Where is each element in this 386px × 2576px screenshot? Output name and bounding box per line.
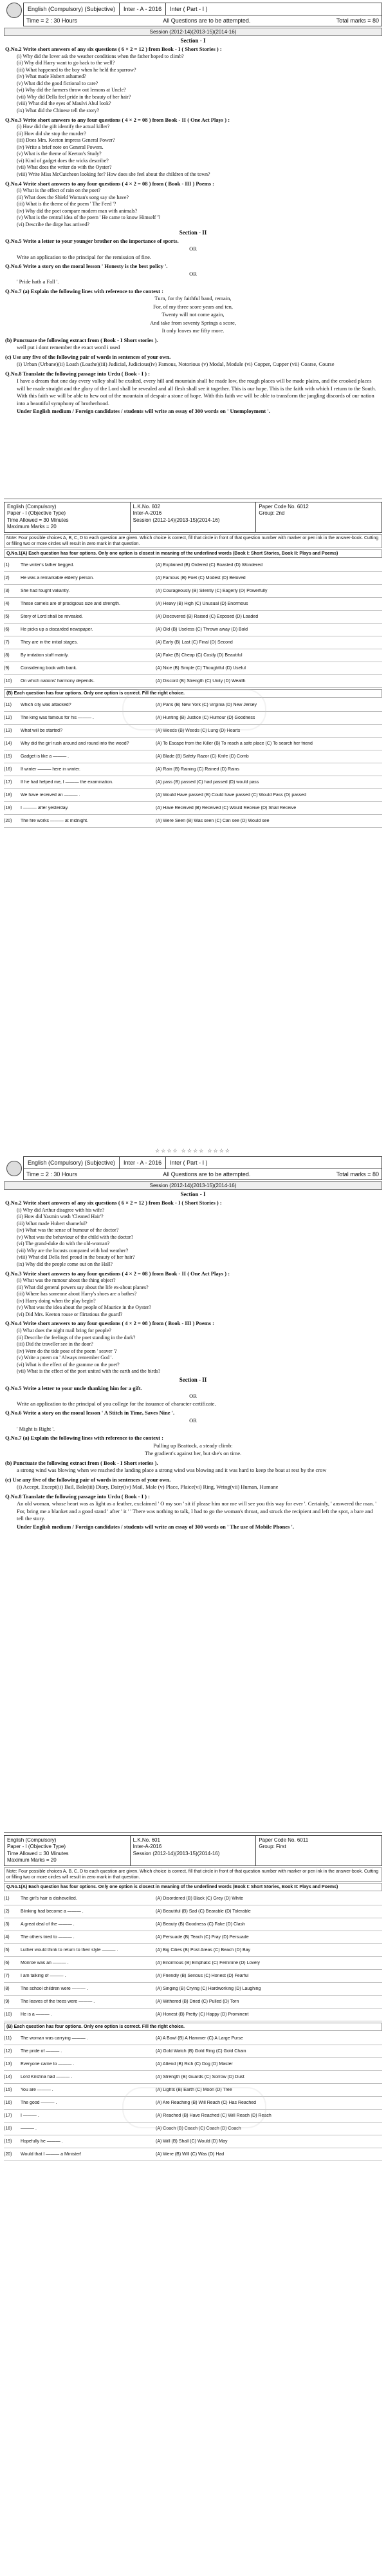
mcq-question: The pride of ——— . <box>21 2048 62 2054</box>
mcq-row <box>4 815 382 828</box>
mcq-options: (A) Singing (B) Crying (C) Hardworking (D) Laughing <box>156 1986 261 1991</box>
mcq-number: (9) <box>4 1999 10 2004</box>
mcq-options: (A) Rain (B) Raining (C) Rained (D) Rains <box>156 767 239 772</box>
question-item: (iii) What happened to the boy when he held the sparrow? <box>17 66 136 73</box>
mcq-number: (2) <box>4 575 10 580</box>
question-item: (iv) What was the sense of humour of the doctor? <box>17 1227 119 1234</box>
mcq-row <box>4 1944 382 1957</box>
mcq-question: A great deal of the ——— . <box>21 1922 75 1927</box>
mcq-options: (A) Attend (B) Rich (C) Dog (D) Master <box>156 2061 233 2066</box>
question-2-heading: Q.No.2 Write short answers of any six questions ( 6 × 2 = 12 ) from Book - I ( Short Stories ) : <box>5 1199 222 1206</box>
mcq-options: (A) Lights (B) Earth (C) Moon (D) Tree <box>156 2087 232 2092</box>
question-item: (iii) What made Hubert shameful? <box>17 1220 87 1226</box>
question-6-alt: ' Might is Right '. <box>17 1425 55 1432</box>
question-8-text: I have a dream that one day every valley shall be exalted, every hill and mountain shall be made low, the rough places will be made plains, and the crooked places will be made straight and the glory of the Lord shall be revealed and all flesh shall see it together. This is our hope. This is the faith with which I return to the South. With this faith we will be able to hew out of the mountain of despair a stone of hope. With this faith we will be able to transform the jangling discords of our nation into a beautiful symphony of brotherhood. <box>17 377 376 406</box>
subjective-paper-top <box>0 0 386 490</box>
mcq-number: (20) <box>4 2151 12 2157</box>
mcq-question: On which nations' harmony depends. <box>21 678 95 683</box>
question-7b: (b) Punctuate the following extract from ( Book - I Short stories ). <box>5 336 158 343</box>
mcq-row <box>4 1996 382 2008</box>
mcq-number: (1) <box>4 562 10 568</box>
mcq-options: (A) Courageously (B) Silently (C) Eagerly (D) Powerfully <box>156 588 268 593</box>
mcq-q1-heading: Q.No.1(A) Each question has four options. Only one option is closest in meaning of the underlined words (Book I: Short Stories, Book II: Plays and Poems) <box>4 1883 382 1891</box>
mcq-options: (A) Old (B) Useless (C) Thrown away (D) Bold <box>156 627 248 632</box>
mcq-question: The leaves of the trees were ——— . <box>21 1999 95 2004</box>
mcq-number: (16) <box>4 767 12 772</box>
question-6-alt: ' Pride hath a Fall '. <box>17 278 59 285</box>
mcq-question: The good ——— . <box>21 2100 57 2105</box>
mcq-row <box>4 649 382 662</box>
mcq-number: (19) <box>4 2139 12 2144</box>
objective-paper-2 <box>0 1829 386 2570</box>
or-label: OR <box>189 1417 197 1424</box>
mcq-q1b-heading: (B) Each question has four options. Only one option is correct. Fill the right choice. <box>4 2023 382 2031</box>
mcq-number: (3) <box>4 588 10 593</box>
mcq-paper-code: Paper Code No. 6012 <box>259 504 309 510</box>
question-item: (iii) Does Mrs. Keeton impress General Power? <box>17 137 115 144</box>
mcq-options: (A) Big Cities (B) Post Areas (C) Beach (D) Bay <box>156 1947 251 1952</box>
mcq-row <box>4 2071 382 2084</box>
question-item: (iii) What is the theme of the poem ' The Feed '? <box>17 201 116 207</box>
mcq-options: (A) Honest (B) Pretty (C) Happy (D) Prominent <box>156 2012 249 2017</box>
question-item: (vi) What is the effect of the gramme on the poet? <box>17 1361 120 1368</box>
mcq-group: Group: First <box>259 1844 286 1850</box>
section-title: Section - I <box>180 1191 206 1197</box>
question-8: Q.No.8 Translate the following passage into Urdu ( Book - I ) : <box>5 370 150 377</box>
mcq-number: (4) <box>4 601 10 606</box>
mcq-question: What will be started? <box>21 728 62 733</box>
paper-subheader <box>23 1169 382 1180</box>
question-7c: (c) Use any five of the following pair of words in sentences of your own. <box>5 353 171 360</box>
question-item: (v) What is the theme of Keeton's Study? <box>17 151 102 157</box>
paper-title: English (Compulsory) (Subjective) <box>24 3 120 15</box>
mcq-number: (19) <box>4 805 12 810</box>
mcq-options: (A) Discord (B) Strength (C) Unity (D) Wealth <box>156 678 246 683</box>
question-item: (vi) Kind of gadget does the wicks describe? <box>17 157 109 164</box>
paper-part: Inter ( Part - I ) <box>170 1159 208 1166</box>
mcq-row <box>4 2008 382 2021</box>
paper-part: Inter ( Part - I ) <box>170 6 208 12</box>
mcq-question: If winter ——— here in winter. <box>21 767 80 772</box>
mcq-options: (A) Famous (B) Poet (C) Modest (D) Beloved <box>156 575 246 580</box>
mcq-marks: Maximum Marks = 20 <box>7 524 57 530</box>
mcq-number: (5) <box>4 1947 10 1952</box>
mcq-row <box>4 2032 382 2045</box>
paper-exam: Inter - A - 2016 <box>120 3 166 15</box>
paper-time: Time = 2 : 30 Hours <box>26 1171 77 1178</box>
mcq-number: (1) <box>4 1896 10 1901</box>
question-item: (i) What was the rumour about the thing object? <box>17 1277 116 1284</box>
question-item: (ii) Why did Harry want to go back to the well? <box>17 60 115 66</box>
mcq-question: The writer's father begged. <box>21 562 75 568</box>
question-item: (ii) What does the Shield Woman's song say she have? <box>17 194 129 200</box>
section-title: Section - I <box>180 37 206 44</box>
mcq-session: Session (2012-14)(2013-15)(2014-16) <box>133 1850 220 1856</box>
mcq-marks: Maximum Marks = 20 <box>7 1857 57 1864</box>
mcq-row <box>4 2045 382 2058</box>
question-7c-words: (i) Urban (Urbane)(ii) Loath (Loathe)(iii) Judicial, Judicious(iv) Famous, Notorious (v) Modal, Module (vi) Copper, Cupper (vii) Coarse, Course <box>17 361 335 368</box>
question-item: (iii) Where has someone about Harry's shoes are a bathes? <box>17 1291 137 1297</box>
mcq-question: Why did the girl rush around and round into the wood? <box>21 741 129 746</box>
paper-title: English (Compulsory) (Subjective) <box>24 1157 120 1169</box>
mcq-row <box>4 636 382 649</box>
question-item: (ix) Why did the people come out on the Hall? <box>17 1261 113 1267</box>
mcq-question: Blinking had become a ——— . <box>21 1909 84 1914</box>
mcq-options: (A) Beautiful (B) Sad (C) Bearable (D) Tolerable <box>156 1909 251 1914</box>
mcq-number: (7) <box>4 1973 10 1978</box>
question-item: (vi) The grand-duke do with the old-woman? <box>17 1241 110 1247</box>
mcq-options: (A) Early (B) Last (C) Final (D) Second <box>156 640 233 645</box>
mcq-number: (10) <box>4 678 12 683</box>
paper-attempt: All Questions are to be attempted. <box>163 17 251 24</box>
mcq-question: These camels are of prodigious size and strength. <box>21 601 120 606</box>
mcq-row <box>4 776 382 789</box>
mcq-question: ——— . <box>21 2126 37 2131</box>
mcq-exam: Inter-A-2016 <box>133 1844 162 1850</box>
mcq-row <box>4 1931 382 1944</box>
question-7c-words: (i) Accept, Except(ii) Bail, Bale(iii) Diary, Dairy(iv) Mail, Male (v) Place, Plaice(vi) Ring, Wring(vii) Human, Humane <box>17 1484 279 1491</box>
or-label: OR <box>189 245 197 253</box>
board-logo-icon <box>6 1161 22 1176</box>
mcq-title: English (Compulsory) <box>7 504 57 510</box>
paper-time: Time = 2 : 30 Hours <box>26 17 77 24</box>
mcq-row <box>4 738 382 750</box>
mcq-options: (A) pass (B) passed (C) had passed (D) would pass <box>156 779 259 785</box>
question-item: (v) What did the good fictional to care? <box>17 80 98 86</box>
mcq-question: She had fought valiantly. <box>21 588 70 593</box>
question-item: (vi) Did Mrs. Keeton rouse or flirtatious the guard? <box>17 1311 123 1317</box>
or-label: OR <box>189 1392 197 1399</box>
mcq-number: (12) <box>4 2048 12 2054</box>
mcq-row <box>4 1893 382 1905</box>
mcq-number: (6) <box>4 1960 10 1965</box>
mcq-options: (A) Would Have passed (B) Could have passed (C) Would Pass (D) passed <box>156 792 306 797</box>
mcq-paper-code: Paper Code No. 6011 <box>259 1837 309 1843</box>
question-item: (i) Why did Arthur disagree with his wife? <box>17 1207 105 1213</box>
mcq-row <box>4 1957 382 1970</box>
mcq-number: (7) <box>4 640 10 645</box>
question-item: (ii) How did she stop the murder? <box>17 130 86 137</box>
mcq-row <box>4 598 382 611</box>
mcq-question: I ——— . <box>21 2113 39 2118</box>
mcq-question: The others tried to ——— . <box>21 1934 75 1940</box>
mcq-row <box>4 802 382 815</box>
mcq-question: The woman was carrying ——— . <box>21 2036 88 2041</box>
question-item: (vi) Why did the farmers throw out lemons at Uncle? <box>17 87 126 93</box>
mcq-number: (18) <box>4 792 12 797</box>
question-8-essay: Under English medium / Foreign candidates / students will write an essay of 300 words on ' Unemployment '. <box>17 408 270 415</box>
poem-line: It only leaves me fifty more. <box>161 327 225 334</box>
mcq-number: (8) <box>4 653 10 658</box>
question-item: (i) Why did the lover ask the weather conditions when the father hoped to climb? <box>17 53 184 59</box>
question-7c: (c) Use any five of the following pair of words in sentences of your own. <box>5 1476 171 1483</box>
question-item: (v) What is the central idea of the poem ' He came to know Himself '? <box>17 215 161 221</box>
mcq-question: By imitation stuff mainly. <box>21 653 69 658</box>
question-item: (viii) What did Della feel proud in the beauty of her hair? <box>17 1254 135 1261</box>
question-item: (viii) Write Miss McCutcheon looking for? How does she feel about the children of the town? <box>17 171 210 177</box>
mcq-question: The fire works ——— at midnight. <box>21 818 89 823</box>
mcq-question: Would that I ——— a Minister! <box>21 2151 82 2157</box>
question-item: (vii) What does the writer do with the Oyster? <box>17 164 112 171</box>
mcq-time: Time Allowed = 30 Minutes <box>7 517 69 523</box>
question-7a: Q.No.7 (a) Explain the following lines with reference to the context : <box>5 287 163 294</box>
mcq-question: He was a remarkable elderly person. <box>21 575 94 580</box>
mcq-row <box>4 675 382 688</box>
mcq-question: He picks up a discarded newspaper. <box>21 627 93 632</box>
question-item: (v) What was the idea about the people of Maurice in the Oyster? <box>17 1304 152 1311</box>
question-8-text: An old woman, whose heart was as light as a feather, exclaimed ' O my son ' sit if please him nor me will see you this way for ever '. Certainly, ' answered the man. ' For, bring me a blanket and a good stand ' after ' it ' ' There was nothing to talk, I had to go the woman's throat, and struck the recipient and left the spot, a bare and tell the story. <box>17 1500 376 1522</box>
mcq-question: Everyone came to ——— . <box>21 2061 75 2066</box>
mcq-options: (A) Have Received (B) Received (C) Would Receive (D) Shall Receive <box>156 805 297 810</box>
poem-line: For, of my three score years and ten, <box>152 303 234 310</box>
poem-line: And take from seventy Springs a score, <box>150 319 236 326</box>
question-5-alt: Write an application to the principal of you college for the issuance of character certificate. <box>17 1400 216 1407</box>
mcq-number: (11) <box>4 702 12 707</box>
mcq-code: L.K.No. 602 <box>133 504 160 510</box>
mcq-row <box>4 1970 382 1983</box>
watermark <box>122 689 266 730</box>
question-4-heading: Q.No.4 Write short answers to any four questions ( 4 × 2 = 08 ) from ( Book - III ) Poems : <box>5 180 214 187</box>
mcq-number: (12) <box>4 715 12 720</box>
mcq-number: (9) <box>4 665 10 671</box>
mcq-question: Story of Lord shall be revealed. <box>21 614 83 619</box>
mcq-row <box>4 1905 382 1918</box>
mcq-note: Note: Four possible choices A, B, C, D to each question are given. Which choice is correct, fill that circle in front of that question number with marker or pen ink in the answer-book. Cutting or filling two or more circles will result in zero mark in that question. <box>4 1867 382 1882</box>
poem-line: Twenty will not come again, <box>161 311 225 318</box>
question-item: (vi) Describe the dirge has arrived? <box>17 221 89 227</box>
mcq-number: (17) <box>4 2113 12 2118</box>
mcq-options: (A) Disordered (B) Black (C) Grey (D) White <box>156 1896 244 1901</box>
question-5: Q.No.5 Write a letter to your uncle thanking him for a gift. <box>5 1384 142 1391</box>
question-item: (v) What was the behaviour of the child with the doctor? <box>17 1234 134 1240</box>
mcq-options: (A) Enormous (B) Emphatic (C) Feminine (D) Lovely <box>156 1960 260 1965</box>
mcq-q1-heading: Q.No.1(A) Each question has four options. Only one option is closest in meaning of the underlined words (Book I: Short Stories, Book II: Plays and Poems) <box>4 549 382 558</box>
mcq-options: (A) Blade (B) Safety Razor (C) Knife (D) Comb <box>156 754 249 759</box>
mcq-number: (20) <box>4 818 12 823</box>
mcq-row <box>4 611 382 624</box>
section-2-title: Section - II <box>179 1376 207 1383</box>
question-item: (i) What does the night mail bring for people? <box>17 1328 111 1334</box>
mcq-question: Lord Krishna had ——— . <box>21 2074 73 2079</box>
mcq-number: (10) <box>4 2012 12 2017</box>
mcq-question: Which city was attacked? <box>21 702 71 707</box>
question-6: Q.No.6 Write a story on the moral lesson ' A Stitch in Time, Saves Nine '. <box>5 1409 175 1417</box>
question-item: (iii) Did the traveller see in the door? <box>17 1341 93 1348</box>
mcq-question: Gadget is like a ——— . <box>21 754 69 759</box>
mcq-options: (A) Heavy (B) High (C) Unusual (D) Enormous <box>156 601 248 606</box>
question-5: Q.No.5 Write a letter to your younger brother on the importance of sports. <box>5 238 179 245</box>
question-4-heading: Q.No.4 Write short answers to any four questions ( 4 × 2 = 08 ) from ( Book - III ) Poems : <box>5 1320 214 1327</box>
question-item: (iv) Why did the poet compare modern man with animals? <box>17 207 138 214</box>
mcq-question: You are ——— . <box>21 2087 53 2092</box>
mcq-paper: Paper - I (Objective Type) <box>7 510 66 517</box>
paper-session: Session (2012-14)(2013-15)(2014-16) <box>4 28 382 36</box>
question-item: (v) Write a poem on ' Always remember God '. <box>17 1355 113 1361</box>
mcq-number: (13) <box>4 2061 12 2066</box>
mcq-options: (A) Friendly (B) Serious (C) Honest (D) Fearful <box>156 1973 249 1978</box>
mcq-header <box>4 1835 382 1866</box>
mcq-q1b-heading: (B) Each question has four options. Only one option is correct. Fill the right choice. <box>4 689 382 698</box>
mcq-header <box>4 502 382 533</box>
question-item: (vii) What is the effect of the poet united with the earth and the birds? <box>17 1368 161 1375</box>
mcq-question: Monroe was an ——— . <box>21 1960 69 1965</box>
mcq-options: (A) Gold Watch (B) Gold Ring (C) Gold Chain <box>156 2048 246 2054</box>
question-8: Q.No.8 Translate the following passage into Urdu ( Book - I ) : <box>5 1493 150 1500</box>
mcq-number: (11) <box>4 2036 12 2041</box>
mcq-paper: Paper - I (Objective Type) <box>7 1844 66 1850</box>
paper-marks: Total marks = 80 <box>336 17 379 24</box>
mcq-number: (8) <box>4 1986 10 1991</box>
mcq-number: (2) <box>4 1909 10 1914</box>
mcq-options: (A) To Escape from the Killer (B) To reach a safe place (C) To search her friend <box>156 741 313 746</box>
mcq-options: (A) Strength (B) Guards (C) Sorrow (D) Dust <box>156 2074 244 2079</box>
mcq-exam: Inter-A-2016 <box>133 510 162 517</box>
mcq-number: (15) <box>4 2087 12 2092</box>
question-item: (i) What is the effect of rain on the poet? <box>17 187 101 194</box>
mcq-number: (16) <box>4 2100 12 2105</box>
question-item: (iv) Harry doing when the play begin? <box>17 1297 96 1304</box>
mcq-row <box>4 2058 382 2071</box>
question-8-essay: Under English medium / Foreign candidates / students will write an essay of 300 words on ' The use of Mobile Phones '. <box>17 1523 294 1530</box>
mcq-options: (A) Paris (B) New York (C) Virginia (D) New Jersey <box>156 702 257 707</box>
question-7b-text: well put i dont remember the exact word i used <box>17 344 120 351</box>
mcq-number: (15) <box>4 754 12 759</box>
mcq-number: (6) <box>4 627 10 632</box>
mcq-row <box>4 763 382 776</box>
mcq-row <box>4 2148 382 2161</box>
question-item: (iv) What made Hubert ashamed? <box>17 73 86 80</box>
question-item: (ii) What did general powers say about the life ex-about planes? <box>17 1284 149 1290</box>
poem-line: The gradient's against her, but she's on time. <box>144 1450 242 1457</box>
mcq-question: The girl's hair is dishevelled. <box>21 1896 77 1901</box>
paper-marks: Total marks = 80 <box>336 1171 379 1178</box>
mcq-time: Time Allowed = 30 Minutes <box>7 1850 69 1856</box>
mcq-number: (17) <box>4 779 12 785</box>
question-7a: Q.No.7 (a) Explain the following lines with reference to the context : <box>5 1435 163 1442</box>
question-3-heading: Q.No.3 Write short answers to any four questions ( 4 × 2 = 08 ) from Book - II ( One Act Plays ) : <box>5 1270 230 1277</box>
mcq-options: (A) Coach (B) Coach (C) Coach (D) Coach <box>156 2126 241 2131</box>
question-item: (iv) Were do the tide pose of the poem ' seaver '? <box>17 1348 117 1354</box>
question-item: (vii) Why are the locusts compared with bad weather? <box>17 1247 129 1254</box>
separator-stars: ☆☆☆☆ ☆☆☆☆ ☆☆☆☆ <box>154 1148 232 1154</box>
mcq-number: (13) <box>4 728 12 733</box>
mcq-number: (14) <box>4 741 12 746</box>
mcq-number: (5) <box>4 614 10 619</box>
mcq-question: He is a ——— . <box>21 2012 52 2017</box>
mcq-question: The king was famous for his ——— . <box>21 715 94 720</box>
question-item: (i) How did the gift identify the actual killer? <box>17 124 110 130</box>
mcq-options: (A) Reached (B) Have Reached (C) Will Reach (D) Reach <box>156 2113 271 2118</box>
paper-subheader <box>23 15 382 26</box>
mcq-row <box>4 585 382 598</box>
mcq-options: (A) Weeds (B) Weeds (C) Lung (D) Hearts <box>156 728 241 733</box>
mcq-question: If he had helped me, I ——— the examination. <box>21 779 113 785</box>
mcq-code: L.K.No. 601 <box>133 1837 160 1843</box>
paper-session: Session (2012-14)(2013-15)(2014-16) <box>4 1181 382 1190</box>
objective-paper-1 <box>0 496 386 1140</box>
paper-attempt: All Questions are to be attempted. <box>163 1171 251 1178</box>
mcq-question: We have received an ——— . <box>21 792 80 797</box>
or-label: OR <box>189 270 197 277</box>
mcq-options: (A) Hunting (B) Justice (C) Humour (D) Goodness <box>156 715 255 720</box>
mcq-question: Considering book with bank. <box>21 665 77 671</box>
mcq-options: (A) Fake (B) Cheap (C) Costly (D) Beautiful <box>156 653 243 658</box>
board-logo-icon <box>6 3 22 18</box>
mcq-title: English (Compulsory) <box>7 1837 57 1843</box>
mcq-number: (18) <box>4 2126 12 2131</box>
mcq-options: (A) Nice (B) Simple (C) Thoughtful (D) Useful <box>156 665 246 671</box>
question-5-alt: Write an application to the principal for the remission of fine. <box>17 253 152 260</box>
mcq-options: (A) Were (B) Will (C) Was (D) Had <box>156 2151 225 2157</box>
paper-header <box>23 3 382 15</box>
mcq-options: (A) Persuade (B) Teach (C) Pray (D) Persuade <box>156 1934 249 1940</box>
mcq-question: I am talking of ——— . <box>21 1973 66 1978</box>
mcq-row <box>4 1918 382 1931</box>
mcq-question: The school children were ——— . <box>21 1986 88 1991</box>
mcq-number: (4) <box>4 1934 10 1940</box>
poem-line: Pulling up Beattock, a steady climb: <box>153 1442 233 1449</box>
paper-exam: Inter - A - 2016 <box>120 1157 166 1169</box>
question-2-heading: Q.No.2 Write short answers of any six questions ( 6 × 2 = 12 ) from Book - I ( Short Stories ) : <box>5 46 222 52</box>
question-item: (ii) Describe the feelings of the poet standing in the dark? <box>17 1334 136 1340</box>
watermark <box>122 2087 266 2128</box>
mcq-options: (A) Discovered (B) Raised (C) Exposed (D) Loaded <box>156 614 259 619</box>
section-2-title: Section - II <box>179 229 207 236</box>
mcq-number: (14) <box>4 2074 12 2079</box>
mcq-options: (A) Were Seen (B) Was seen (C) Can see (D) Would see <box>156 818 270 823</box>
paper-header <box>23 1156 382 1169</box>
mcq-session: Session (2012-14)(2013-15)(2014-16) <box>133 517 220 523</box>
mcq-question: I ——— after yesterday. <box>21 805 69 810</box>
mcq-row <box>4 624 382 636</box>
mcq-question: Hopefully he ——— . <box>21 2139 63 2144</box>
mcq-number: (3) <box>4 1922 10 1927</box>
mcq-question: Luther would think to return to their style ——— . <box>21 1947 118 1952</box>
question-6: Q.No.6 Write a story on the moral lesson ' Honesty is the best policy '. <box>5 263 168 270</box>
mcq-options: (A) Explained (B) Ordered (C) Boasted (D) Wondered <box>156 562 262 568</box>
mcq-group: Group: 2nd <box>259 510 285 517</box>
mcq-options: (A) Will (B) Shall (C) Would (D) May <box>156 2139 228 2144</box>
question-7b: (b) Punctuate the following extract from ( Book - I Short stories ). <box>5 1459 158 1466</box>
mcq-options: (A) A Bowl (B) A Hammer (C) A Large Purse <box>156 2036 243 2041</box>
mcq-note: Note: Four possible choices A, B, C, D to each question are given. Which choice is correct, fill that circle in front of that question number with marker or pen ink in the answer-book. Cutting or filling two or more circles will result in zero mark in that question. <box>4 534 382 548</box>
question-item: (vii) Why did Della feel pride in the beauty of her hair? <box>17 93 131 100</box>
mcq-row <box>4 572 382 585</box>
mcq-options: (A) Beauty (B) Goodness (C) Fake (D) Clash <box>156 1922 245 1927</box>
subjective-paper-mid <box>0 1147 386 1823</box>
mcq-options: (A) Withered (B) Dried (C) Pulled (D) Torn <box>156 1999 239 2004</box>
question-item: (ii) How did Yasmin wash 'Cleaned Hair'? <box>17 1214 104 1220</box>
question-item: (viii) What did the eyes of Maulvi Abul look? <box>17 100 111 107</box>
mcq-row <box>4 789 382 802</box>
mcq-row <box>4 662 382 675</box>
question-item: (iv) Write a brief note on General Powers. <box>17 144 104 150</box>
question-7b-text: a strong wind was blowing when we reached the landing place a strong wind was blowing and it was hard to keep the boat at rest by the crow <box>17 1467 327 1474</box>
question-item: (ix) What did the Chinese tell the story? <box>17 108 100 113</box>
mcq-options: (A) Are Reaching (B) Will Reach (C) Has Reached <box>156 2100 256 2105</box>
mcq-row <box>4 750 382 763</box>
mcq-row <box>4 1983 382 1996</box>
poem-line: Turn, for thy faithful band, remain, <box>154 295 232 302</box>
mcq-row <box>4 2135 382 2148</box>
mcq-question: They are in the initial stages. <box>21 640 78 645</box>
mcq-row <box>4 559 382 572</box>
question-3-heading: Q.No.3 Write short answers to any four questions ( 4 × 2 = 08 ) from Book - II ( One Act Plays ) : <box>5 116 230 123</box>
